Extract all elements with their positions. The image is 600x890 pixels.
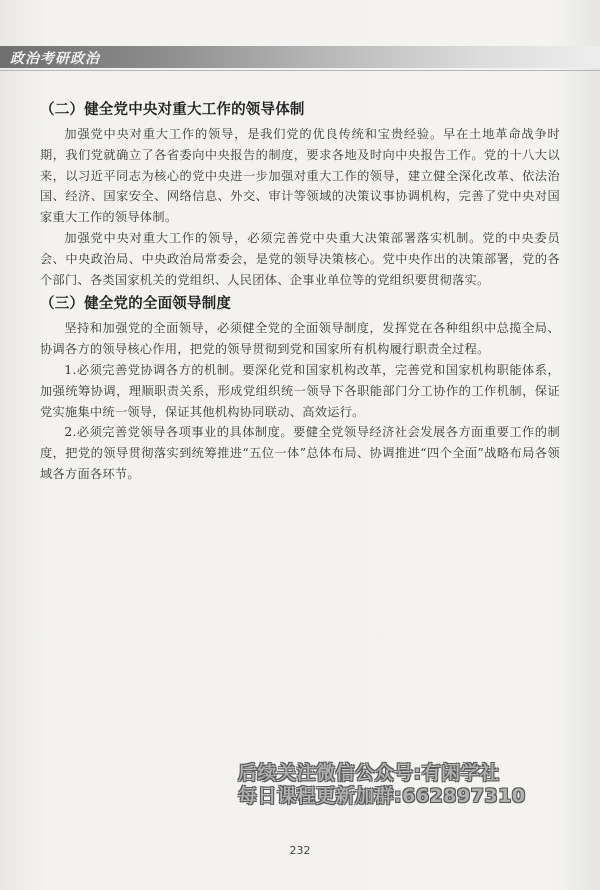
section-3-paragraph-3: 2.必须完善党领导各项事业的具体制度。要健全党领导经济社会发展各方面重要工作的制度，把党的领导贯彻落实到统筹推进“五位一体”总体布局、协调推进“四个全面”战略布局各领域各方面各环节。 xyxy=(40,425,560,481)
section-2-paragraph-1: 加强党中央对重大工作的领导，是我们党的优良传统和宝贵经验。早在土地革命战争时期，我们党就确立了各省委向中央报告的制度，要求各地及时向中央报告工作。党的十八大以来，以习近平同志为核心的党中央进一步加强对重大工作的领导，建立健全深化改革、依法治国、经济、国家安全、网络信息、外交、审计等领域的决策议事协调机构，完善了党中央对国家重大工作的领导体制。 xyxy=(40,127,560,225)
section-3-paragraph-2: 1.必须完善党协调各方的机制。要深化党和国家机构改革，完善党和国家机构职能体系，加强统筹协调，理顺职责关系，形成党组织统一领导下各职能部门分工协作的工作机制，保证党实施集中统一领导，保证其他机构协同联动、高效运行。 xyxy=(40,362,560,419)
watermark-line-2: 每日课程更新加群:662897310 xyxy=(238,785,526,807)
section-heading-2: （二）健全党中央对重大工作的领导体制 xyxy=(40,102,305,118)
header-rule xyxy=(0,70,600,71)
page-number: 232 xyxy=(289,844,311,857)
main-content xyxy=(40,100,560,485)
section-heading-3: （三）健全党的全面领导制度 xyxy=(40,296,232,313)
section-3-paragraph-1: 坚持和加强党的全面领导，必须健全党的全面领导制度，发挥党在各种组织中总揽全局、协调各方的领导核心作用，把党的领导贯彻到党和国家所有机构履行职责全过程。 xyxy=(40,321,560,357)
section-2-paragraph-2: 加强党中央对重大工作的领导，必须完善党中央重大决策部署落实机制。党的中央委员会、中央政治局、中央政治局常委会，是党的领导决策核心。党中央作出的决策部署，党的各个部门、各类国家机关的党组织、人民团体、企事业单位等的党组织要贯彻落实。 xyxy=(40,230,560,287)
watermark-line-1: 后续关注微信公众号:有闲学社 xyxy=(238,762,500,784)
watermark xyxy=(238,762,598,808)
running-header xyxy=(0,46,600,68)
running-header-title: 政治考研政治 xyxy=(10,51,100,67)
